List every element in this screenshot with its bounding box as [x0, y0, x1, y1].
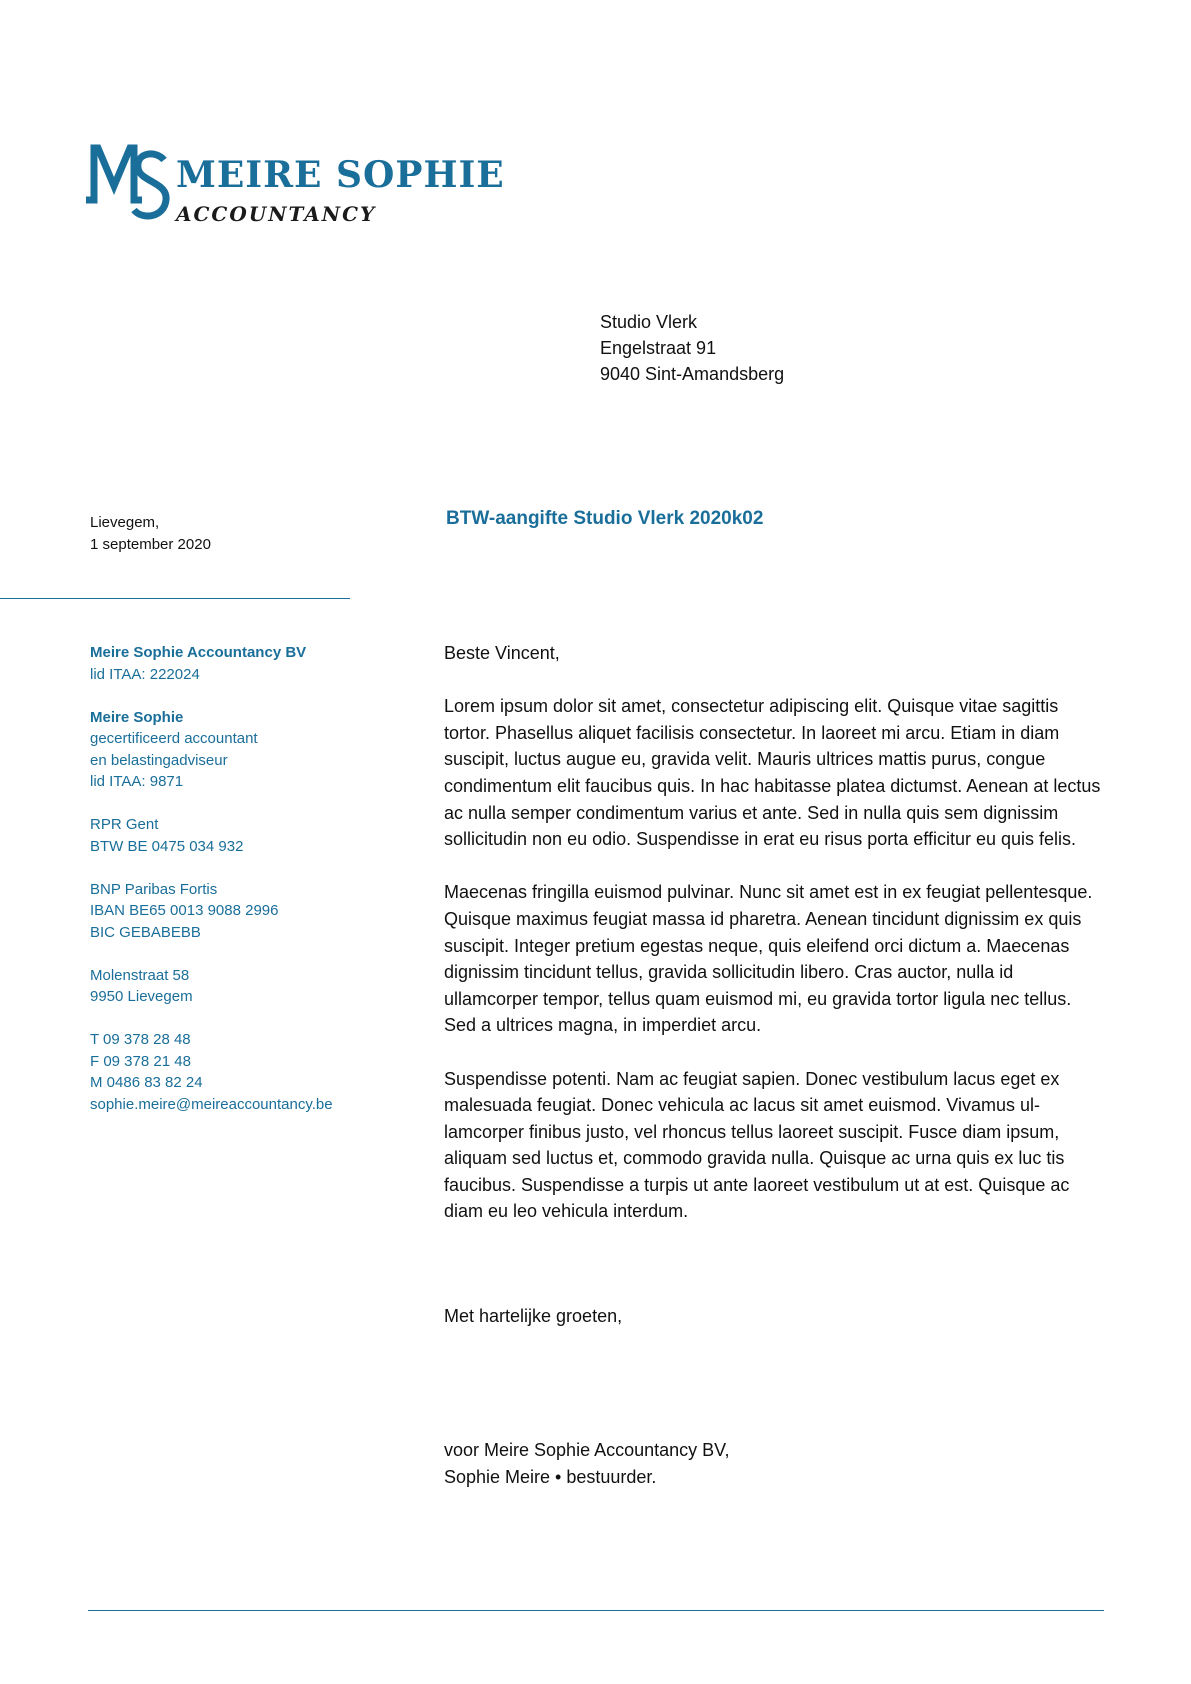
company-logo [84, 138, 504, 228]
phone: T 09 378 28 48 [90, 1031, 191, 1048]
letter-subject: BTW-aangifte Studio Vlerk 2020k02 [446, 508, 764, 529]
registration-block [90, 814, 390, 857]
sidebar-divider [0, 598, 350, 599]
bank-block [90, 879, 390, 944]
person-name: Meire Sophie [90, 708, 184, 726]
sender-street: Molenstraat 58 [90, 966, 190, 984]
date: 1 september 2020 [90, 536, 211, 553]
letter-closing: Met hartelijke groeten, [444, 1306, 623, 1326]
footer-divider [88, 1610, 1104, 1611]
sender-info-sidebar [90, 642, 390, 1137]
letter-greeting: Beste Vincent, [444, 643, 560, 663]
company-itaa: lid ITAA: 222024 [90, 665, 200, 683]
letter-paragraph: Lorem ipsum dolor sit amet, consectetur adipiscing elit. Quisque vitae sagittis tortor. Phasellus aliquet facilisis consectetur. In laoreet mi arcu. Etiam in diam suscipit, luctus augue eu, gravida velit. Mauris ultrices mattis purus, congue condimentum elit faucibus quis. In hac habitasse platea dictumst. Aenean at lectus ac nulla semper condimentum varius et ante. Sed in nulla quis sem dignissim sollicitudin non eu odio. Suspendisse in erat eu risus porta efficitur eu quis felis. [444, 696, 1101, 850]
signature-company: voor Meire Sophie Accountancy BV, [444, 1440, 730, 1460]
address-block [90, 965, 390, 1008]
email-link[interactable]: sophie.meire@meireaccountancy.be [90, 1095, 333, 1113]
letter-paragraph: Suspendisse potenti. Nam ac feugiat sapien. Donec vestibulum lacus eget ex malesuada feugiat. Donec vehicula ac lacus sit amet euismod. Vivamus ullamcorper finibus justo, vel rhoncus tellus laoreet suscipit. Fusce diam ipsum, aliquam sed luctus et, commodo gravida nulla. Quisque ac urna quis ex luc tis faucibus. Suspendisse a turpis ut ante laoreet vestibulum ut at est. Quisque ac diam eu leo vehicula interdum. [444, 1068, 1070, 1222]
bic: BIC GEBABEBB [90, 923, 201, 941]
letter-signature [444, 1437, 730, 1490]
person-block [90, 707, 390, 793]
contact-block [90, 1029, 390, 1115]
place: Lievegem, [90, 514, 160, 531]
person-title-line2: en belastingadviseur [90, 751, 228, 769]
place-date [90, 512, 211, 556]
signature-name: Sophie Meire • bestuurder. [444, 1466, 657, 1487]
rpr: RPR Gent [90, 816, 159, 833]
ms-monogram-logo [84, 138, 176, 228]
recipient-city: 9040 Sint-Amandsberg [600, 364, 785, 384]
letter-body [444, 640, 1104, 1252]
brand-subtitle: ACCOUNTANCY [176, 202, 377, 226]
company-block [90, 642, 390, 685]
bank-name: BNP Paribas Fortis [90, 880, 218, 898]
recipient-address [600, 309, 784, 387]
person-itaa: lid ITAA: 9871 [90, 773, 184, 790]
mobile: M 0486 83 82 24 [90, 1074, 203, 1091]
letter-paragraph: Maecenas fringilla euismod pulvinar. Nunc sit amet est in ex feugiat pellentesque. Quisque maximus feugiat massa id pharetra. Aenean tincidunt dignissim ex quis suscipit. Integer pretium egestas neque, quis eleifend orci dictum a. Maecenas dignissim tincidunt tellus, gravida sollicitudin libero. Cras auctor, nulla id ullamcorper tempor, tellus quam euismod mi, eu gravida tortor ligula nec tellus. Sed a ultrices magna, in imperdiet arcu. [444, 882, 1093, 1036]
iban: IBAN BE65 0013 9088 2996 [90, 902, 279, 919]
vat-number: BTW BE 0475 034 932 [90, 837, 244, 855]
person-title-line1: gecertificeerd accountant [90, 730, 258, 747]
brand-name: MEIRE SOPHIE [176, 154, 505, 196]
fax: F 09 378 21 48 [90, 1052, 191, 1070]
recipient-street: Engelstraat 91 [600, 338, 717, 358]
sender-city: 9950 Lievegem [90, 988, 193, 1005]
recipient-name: Studio Vlerk [600, 312, 698, 332]
company-name: Meire Sophie Accountancy BV [90, 644, 307, 661]
